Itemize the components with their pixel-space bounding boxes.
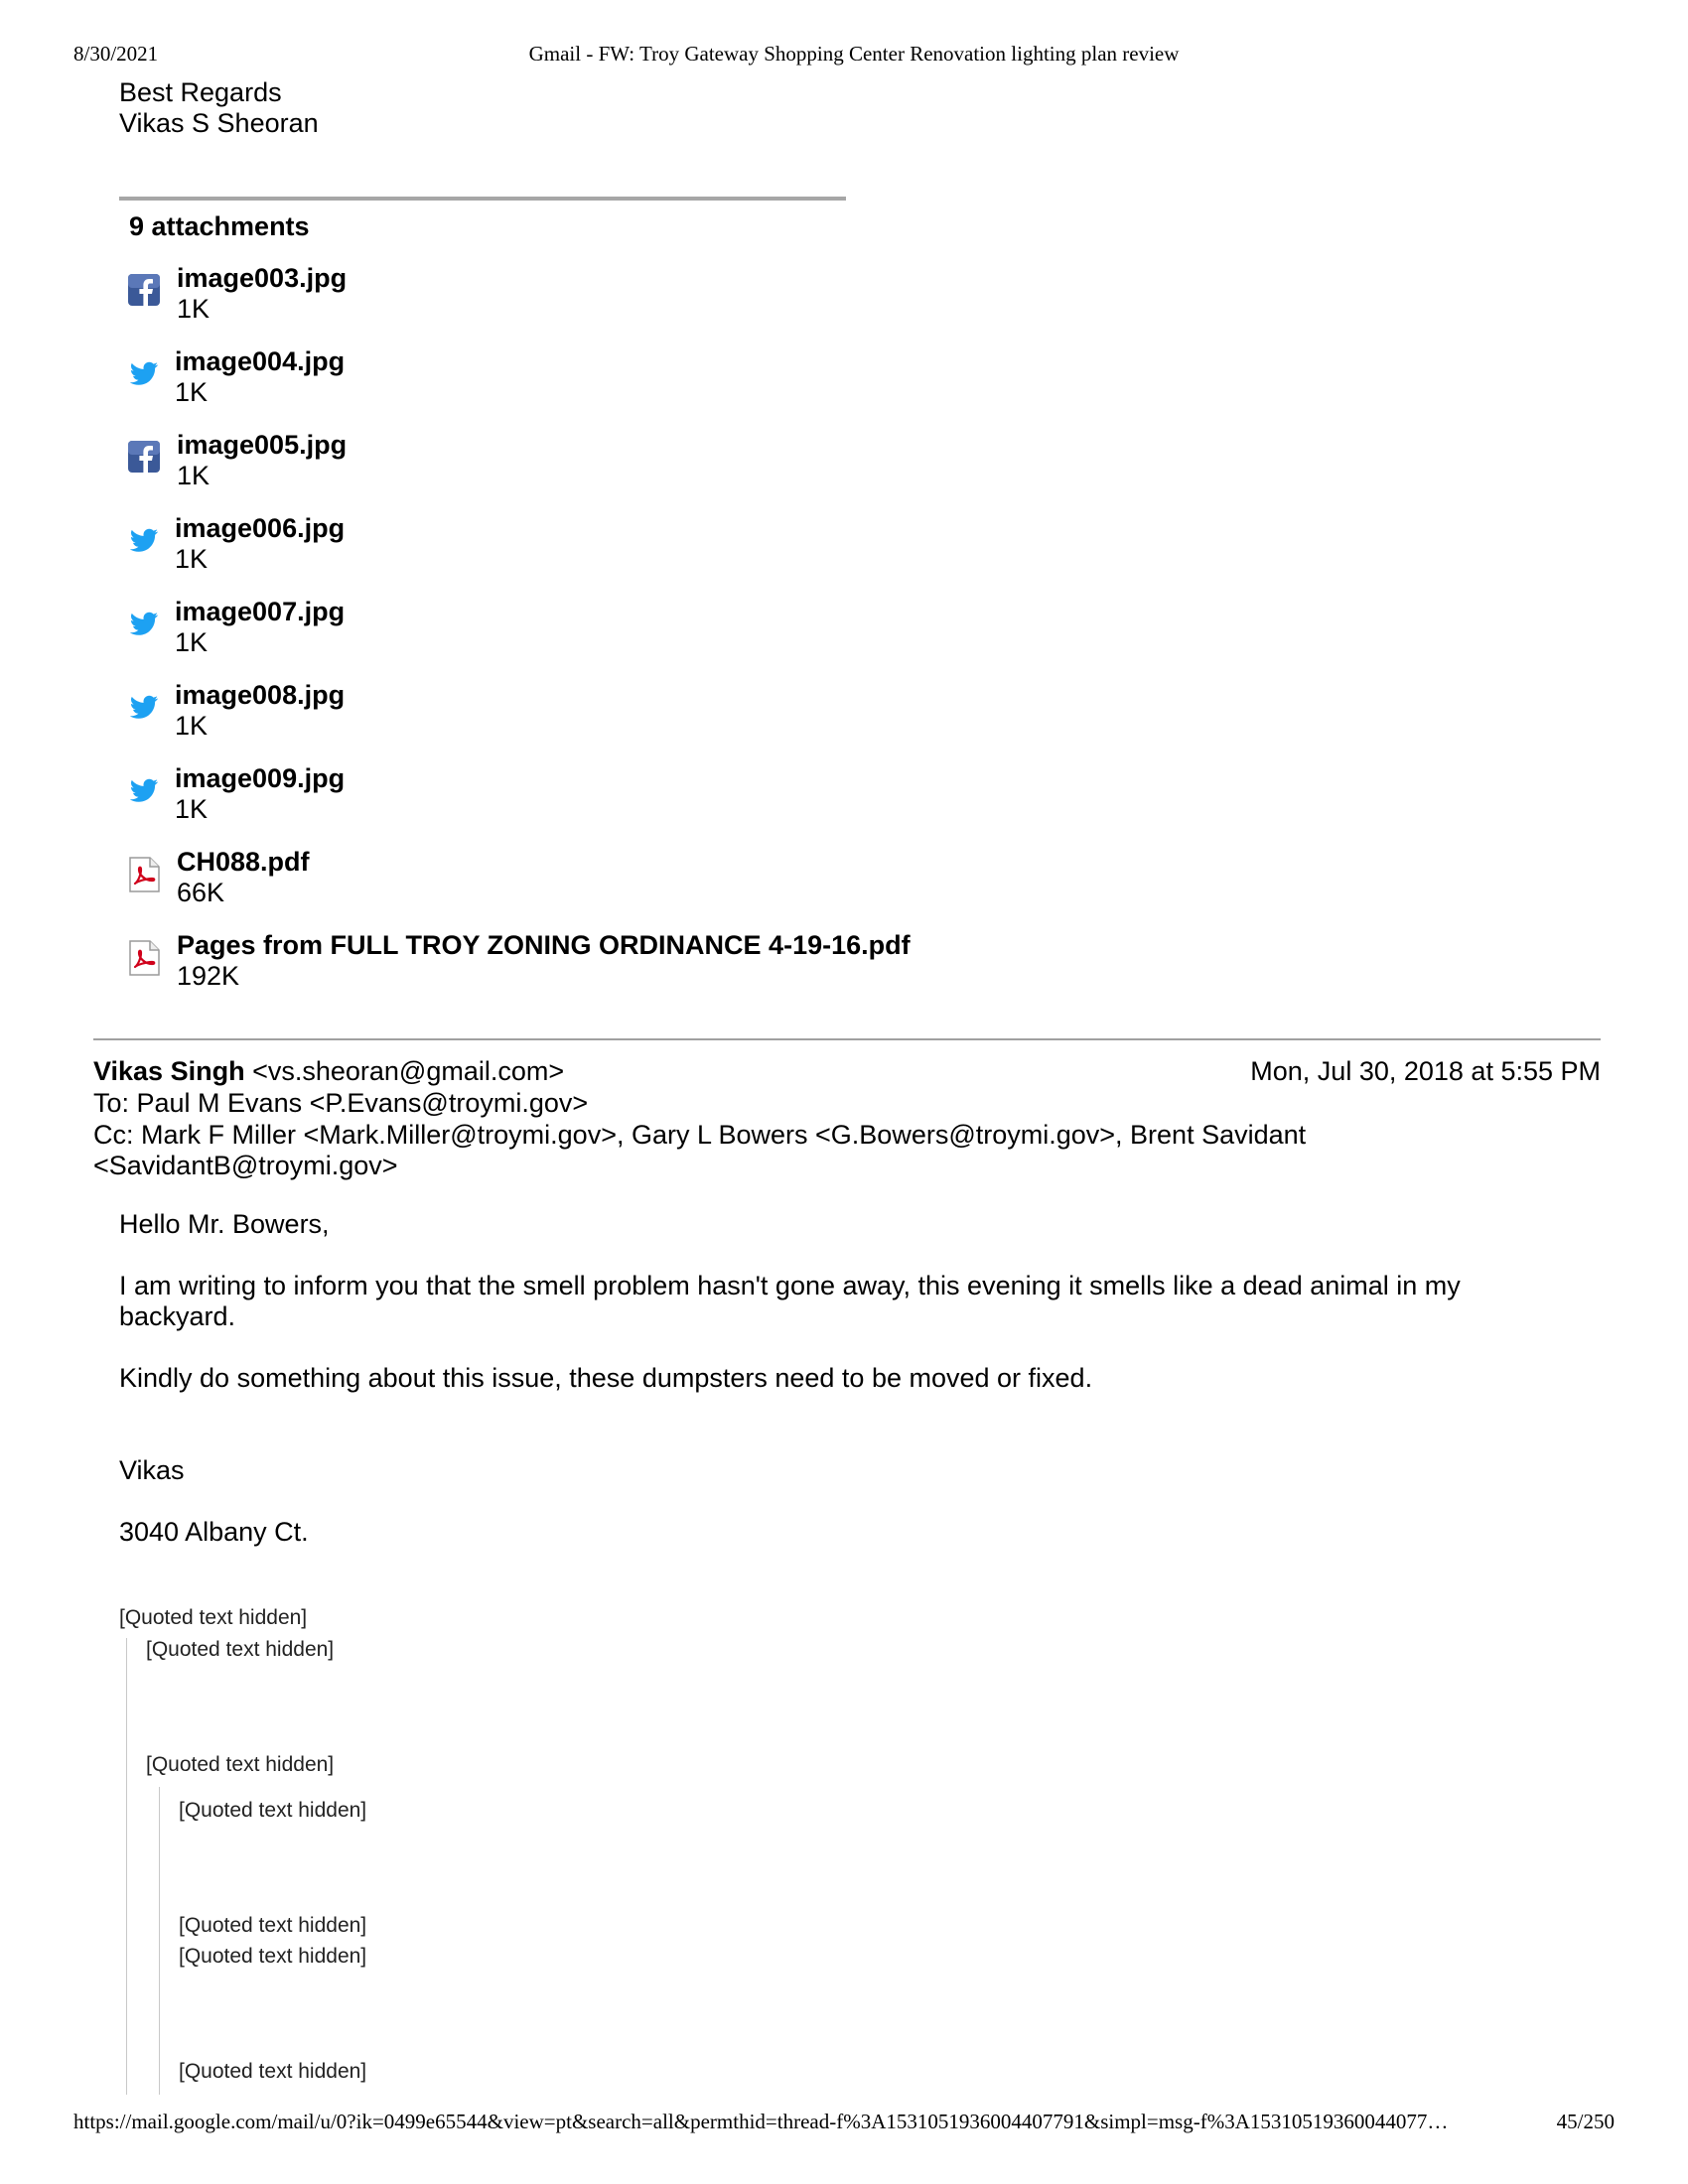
quote-bar [159,1787,160,2095]
attachment-name[interactable]: image004.jpg [175,346,346,376]
print-title: Gmail - FW: Troy Gateway Shopping Center Renovation lighting plan review [528,42,1180,66]
print-page-number: 45/250 [1556,2110,1615,2133]
twitter-icon [127,356,161,390]
quoted-text-toggle[interactable]: [Quoted text hidden] [179,1799,367,1822]
facebook-icon [127,273,161,307]
twitter-icon [127,773,161,807]
signature-closing: Best Regards [119,77,282,107]
attachment-size: 1K [175,544,209,574]
attachments-count: 9 attachments [129,211,310,241]
message-to: To: Paul M Evans <P.Evans@troymi.gov> [93,1088,589,1118]
message-sender [93,1056,564,1087]
signature-name: Vikas S Sheoran [119,108,319,138]
attachment-name[interactable]: image007.jpg [175,597,346,626]
attachment-size: 1K [175,711,209,741]
message-cc: Cc: Mark F Miller <Mark.Miller@troymi.gov>, Gary L Bowers <G.Bowers@troymi.gov>, Brent Savidant <SavidantB@troymi.gov> [93,1120,1307,1180]
print-date: 8/30/2021 [73,42,159,66]
sender-name: Vikas Singh [93,1056,245,1086]
twitter-icon [127,607,161,640]
facebook-icon [127,440,161,474]
message-paragraph: Kindly do something about this issue, these dumpsters need to be moved or fixed. [119,1363,1093,1393]
quoted-text-toggle[interactable]: [Quoted text hidden] [179,2060,367,2083]
attachment-name[interactable]: Pages from FULL TROY ZONING ORDINANCE 4-19-16.pdf [177,930,911,960]
attachment-name[interactable]: CH088.pdf [177,847,310,877]
message-address: 3040 Albany Ct. [119,1517,309,1547]
attachments-divider [119,197,846,201]
pdf-icon [127,857,161,890]
signature [119,77,319,139]
attachment-size: 192K [177,961,240,991]
quoted-text-toggle[interactable]: [Quoted text hidden] [179,1945,367,1968]
pdf-icon [127,940,161,974]
attachment-name[interactable]: image005.jpg [177,430,348,460]
message-greeting: Hello Mr. Bowers, [119,1209,330,1239]
attachment-size: 1K [177,461,211,490]
attachment-name[interactable]: image009.jpg [175,763,346,793]
attachment-size: 66K [177,878,225,907]
attachment-size: 1K [175,627,209,657]
sender-email: <vs.sheoran@gmail.com> [252,1056,565,1086]
quote-bar [126,1638,127,2095]
quoted-text-toggle[interactable]: [Quoted text hidden] [146,1753,335,1776]
attachment-name[interactable]: image006.jpg [175,513,346,543]
attachment-size: 1K [175,794,209,824]
twitter-icon [127,690,161,724]
quoted-text-toggle[interactable]: [Quoted text hidden] [179,1914,367,1937]
attachment-name[interactable]: image008.jpg [175,680,346,710]
quoted-text-toggle[interactable]: [Quoted text hidden] [146,1638,335,1661]
quoted-text-toggle[interactable]: [Quoted text hidden] [119,1606,308,1629]
attachment-size: 1K [175,377,209,407]
attachment-size: 1K [177,294,211,324]
attachment-name[interactable]: image003.jpg [177,263,348,293]
message-signoff-name: Vikas [119,1455,185,1485]
twitter-icon [127,523,161,557]
message-date: Mon, Jul 30, 2018 at 5:55 PM [1250,1056,1601,1086]
message-divider [93,1038,1601,1040]
print-url: https://mail.google.com/mail/u/0?ik=0499e65544&view=pt&search=all&permthid=thread-f%3A1531051936004407791&simpl=msg-f%3A15310519360044077… [73,2110,1449,2133]
message-paragraph: I am writing to inform you that the smell problem hasn't gone away, this evening it smells like a dead animal in my backyard. [119,1271,1461,1331]
